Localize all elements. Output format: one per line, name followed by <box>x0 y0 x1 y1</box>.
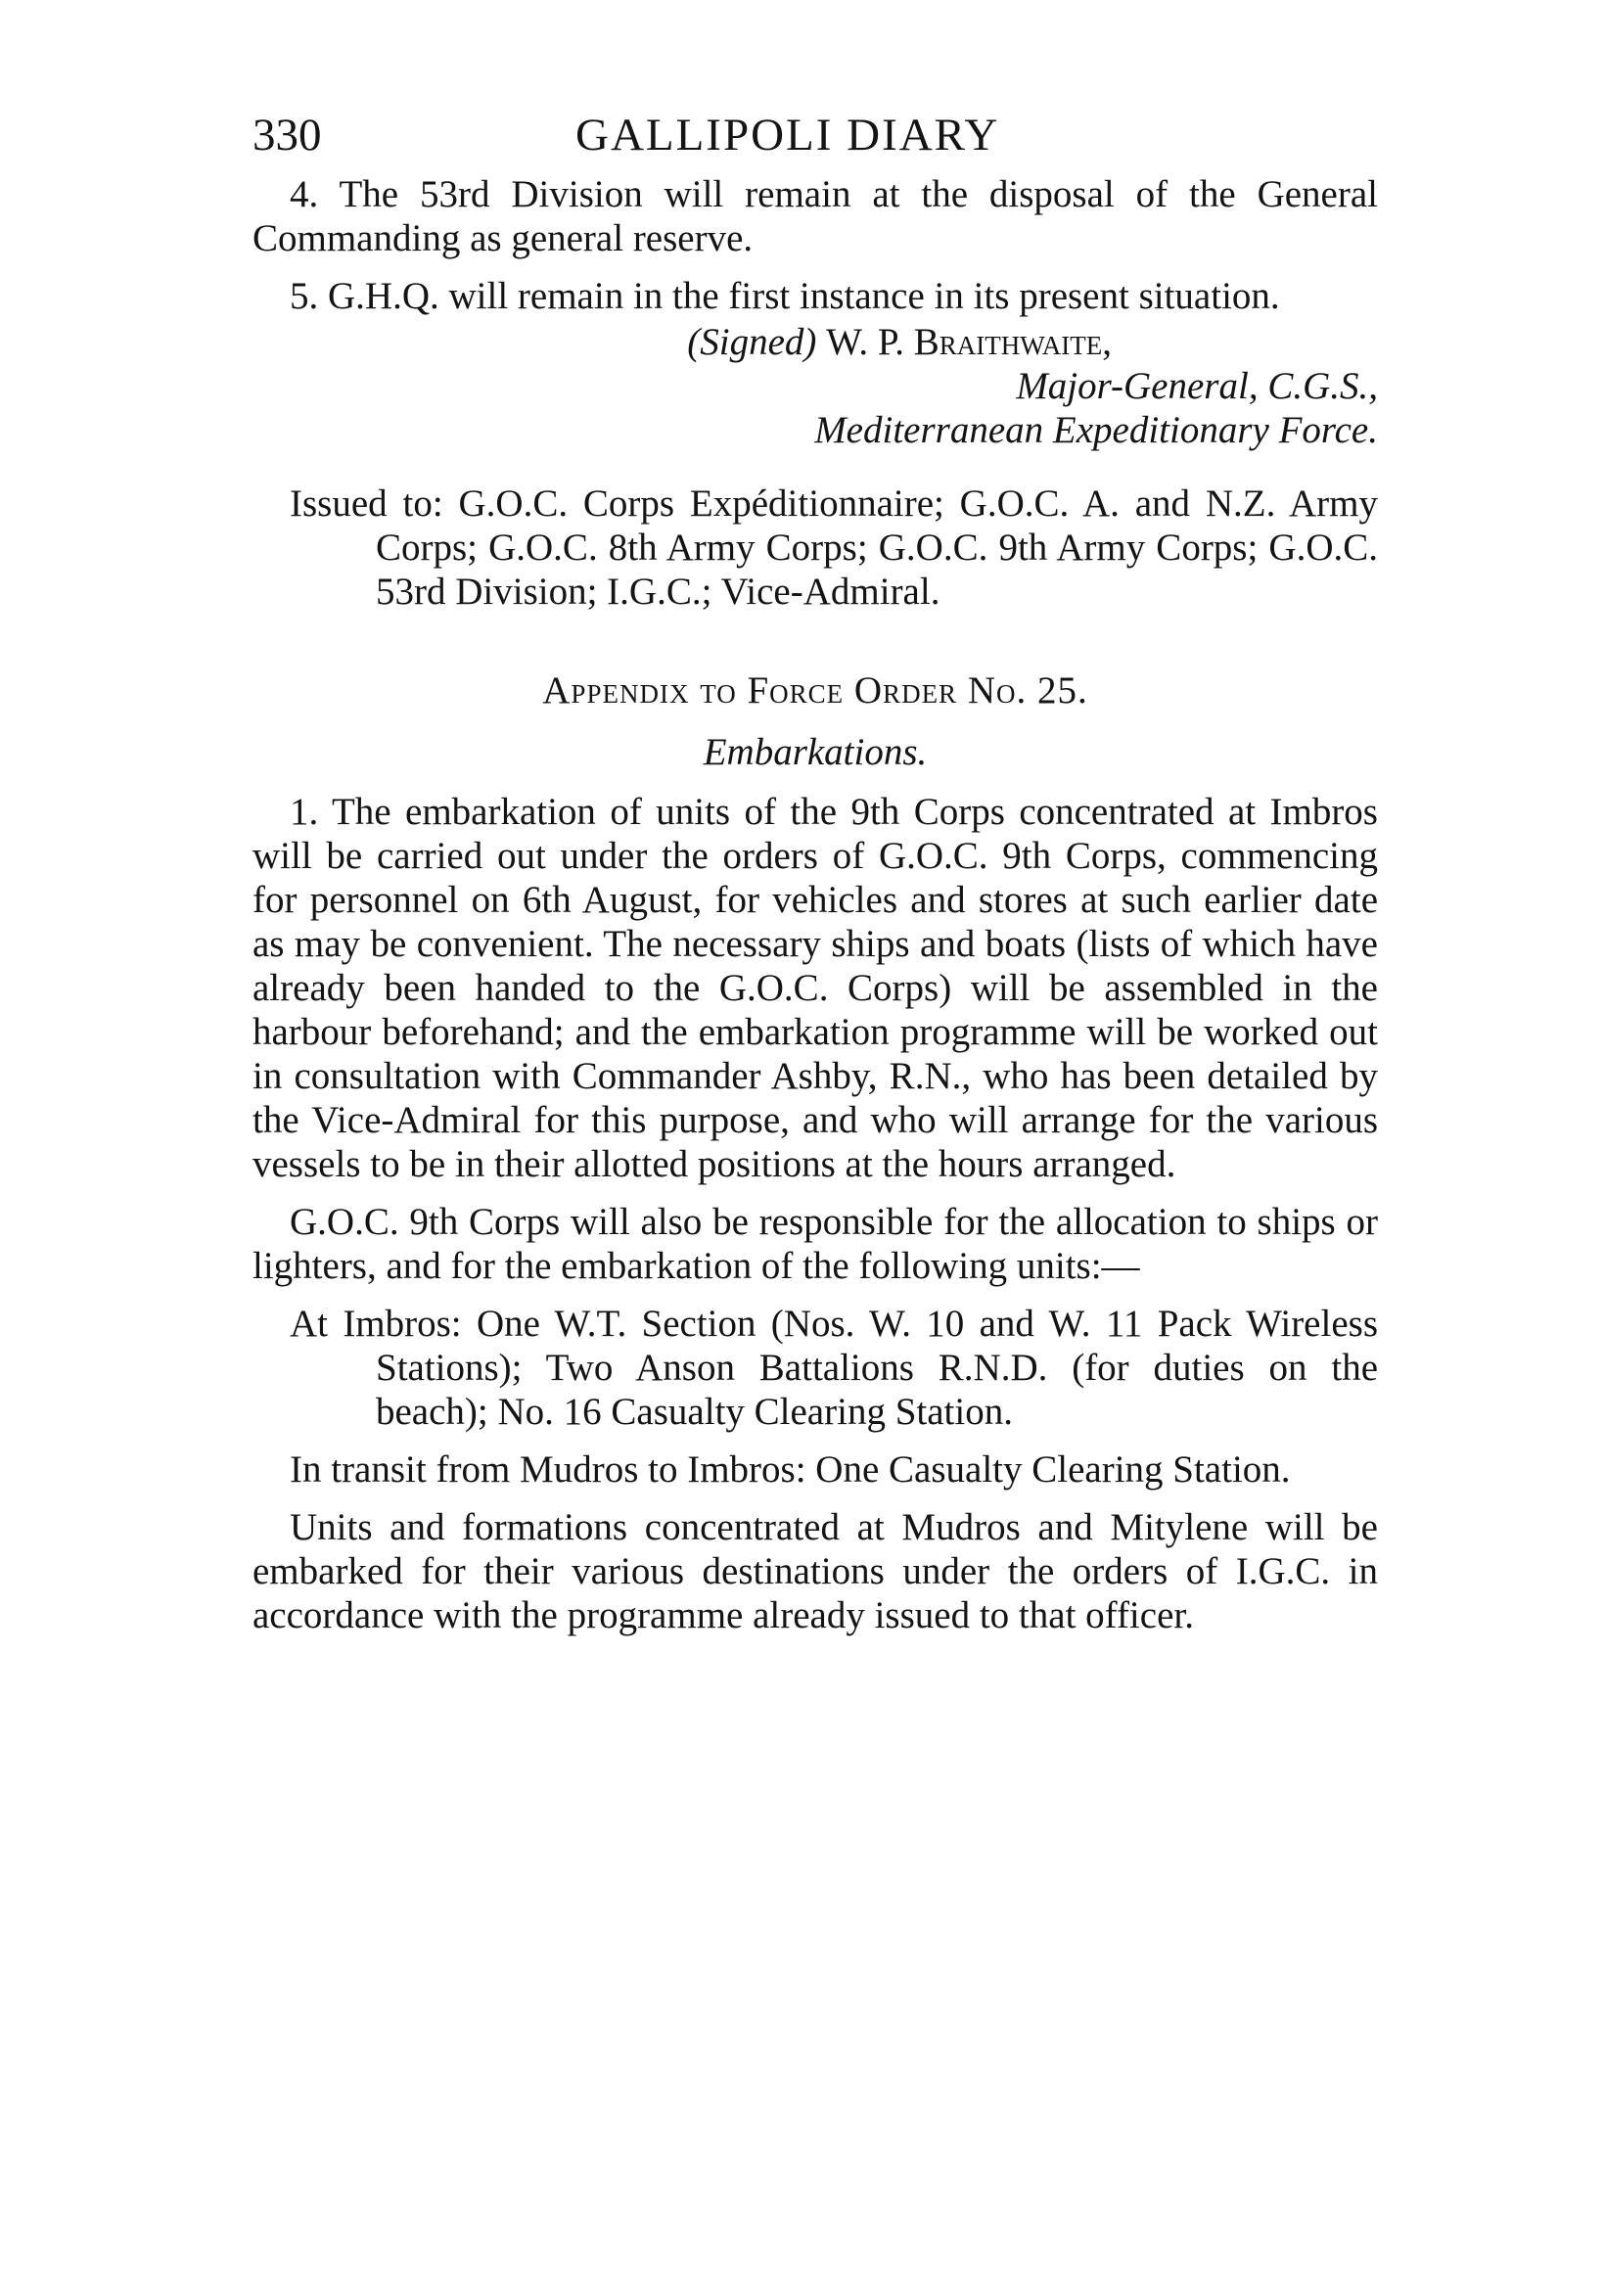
page-number: 330 <box>252 110 322 161</box>
running-title: GALLIPOLI DIARY <box>575 110 1000 161</box>
signature-block <box>252 320 1378 452</box>
paragraph-item-5: 5. G.H.Q. will remain in the first instance in its present situation. <box>290 275 1280 317</box>
signatory-name: W. P. Braithwaite, <box>826 321 1112 363</box>
page-header <box>252 108 1378 168</box>
units-at-imbros: At Imbros: One W.T. Section (Nos. W. 10 and W. 11 Pack Wireless Stations); Two Anson Battalions R.N.D. (for duties on the beach); No. 16 Casualty Clearing Station. <box>290 1303 1378 1433</box>
signatory-force: Mediterranean Expeditionary Force. <box>814 409 1378 451</box>
book-page <box>252 108 1378 1651</box>
appendix-paragraph-3: Units and formations concentrated at Mudros and Mitylene will be embarked for their various destinations under the orders of I.G.C. in accordance with the programme already issued to that officer. <box>252 1506 1378 1636</box>
signed-label: (Signed) <box>687 321 817 363</box>
appendix-title: Appendix to Force Order No. 25. <box>542 669 1088 712</box>
appendix-paragraph-1: 1. The embarkation of units of the 9th Corps concentrated at Imbros will be carried out under the orders of G.O.C. 9th Corps, commencing for personnel on 6th August, for vehicles and stores at such earlier date as may be convenient. The necessary ships and boats (lists of which have already been handed to the G.O.C. Corps) will be assembled in the harbour beforehand; and the embarkation programme will be worked out in consultation with Commander Ashby, R.N., who has been detailed by the Vice-Admiral for this purpose, and who will arrange for the various vessels to be in their allotted positions at the hours arranged. <box>252 791 1378 1185</box>
signatory-rank: Major-General, C.G.S., <box>1016 365 1378 407</box>
paragraph-item-4: 4. The 53rd Division will remain at the disposal of the General Commanding as general reserve. <box>252 173 1378 259</box>
appendix-paragraph-2: G.O.C. 9th Corps will also be responsible for the allocation to ships or lighters, and for the embarkation of the following units:— <box>252 1201 1378 1287</box>
issued-to-list: Issued to: G.O.C. Corps Expéditionnaire; G.O.C. A. and N.Z. Army Corps; G.O.C. 8th Army Corps; G.O.C. 9th Army Corps; G.O.C. 53rd Division; I.G.C.; Vice-Admiral. <box>290 482 1378 613</box>
signature-name-line <box>252 320 1378 364</box>
units-in-transit: In transit from Mudros to Imbros: One Casualty Clearing Station. <box>290 1448 1291 1491</box>
appendix-subtitle: Embarkations. <box>703 731 928 773</box>
